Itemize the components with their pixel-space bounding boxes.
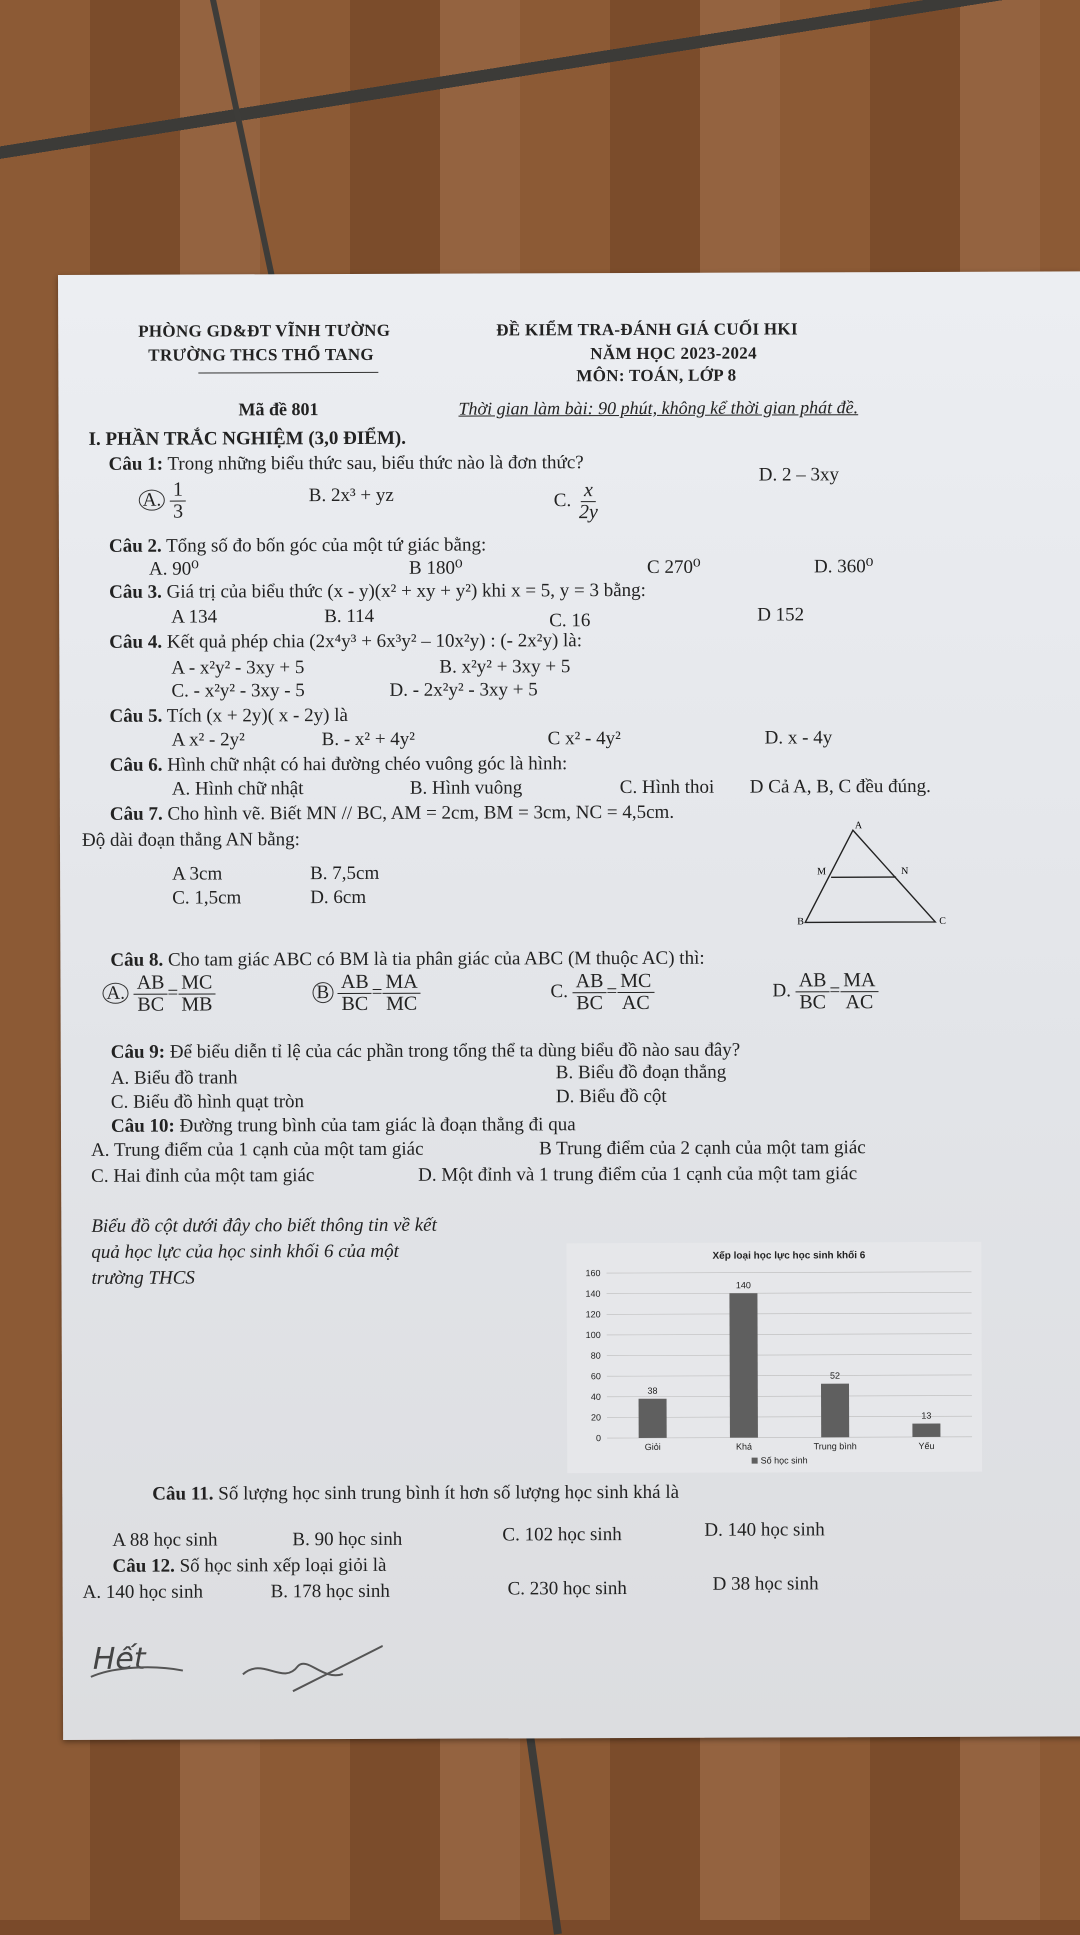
question-11: Câu 11. Số lượng học sinh trung bình ít hơn số lượng học sinh khá là [152,1483,679,1506]
q11-option-b: B. 90 học sinh [292,1530,402,1551]
q1-option-b: B. 2x³ + yz [309,486,394,507]
q7-option-b: B. 7,5cm [310,864,379,885]
legend-swatch [752,1458,758,1464]
q5-option-c: C x² - 4y² [548,729,621,750]
q6-option-b: B. Hình vuông [410,778,523,799]
q2-option-a: A. 90⁰ [149,560,199,581]
school-name: TRƯỜNG THCS THỔ TANG [148,346,374,365]
bar-1 [729,1293,758,1437]
x-tick-label: Trung bình [814,1441,857,1451]
question-9: Câu 9: Để biểu diễn tỉ lệ của các phần trong tổng thể ta dùng biểu đồ nào sau đây? [111,1041,741,1064]
q8-option-a: A. $\frac{AB}{BC}$ = $\frac{MC}{MB}$ [102,972,215,1015]
q4-option-d: D. - 2x²y² - 3xy + 5 [389,680,537,701]
q10-option-b: B Trung điểm của 2 cạnh của một tam giác [539,1138,866,1160]
bar-chart [566,1242,982,1473]
q5-option-a: A x² - 2y² [172,730,245,751]
end-mark: Hết [93,1643,146,1676]
q12-option-c: C. 230 học sinh [508,1579,627,1600]
legend-label: Số học sinh [761,1455,808,1465]
q11-option-d: D. 140 học sinh [704,1520,824,1541]
q9-option-a: A. Biểu đồ tranh [111,1068,238,1089]
question-7: Câu 7. Cho hình vẽ. Biết MN // BC, AM = 2cm, BM = 3cm, NC = 4,5cm. [110,803,674,826]
question-3: Câu 3. Giá trị của biểu thức (x - y)(x² + xy + y²) khi x = 5, y = 3 bằng: [109,581,646,604]
y-tick-label: 60 [591,1371,601,1381]
q3-option-c: C. 16 [549,611,590,632]
x-tick-label: Khá [736,1442,752,1452]
y-tick-label: 0 [596,1433,601,1443]
q12-option-b: B. 178 học sinh [271,1582,390,1603]
q10-option-a: A. Trung điểm của 1 cạnh của một tam giác [91,1140,424,1162]
q7-option-c: C. 1,5cm [172,888,241,909]
y-tick-label: 20 [591,1412,601,1422]
q1-option-a: A. $\frac{1}{3}$ [139,480,186,523]
question-5: Câu 5. Tích (x + 2y)( x - 2y) là [110,706,348,728]
fig-label-m: M [817,866,826,877]
chart-intro-line-3: trường THCS [91,1269,194,1290]
q6-option-c: C. Hình thoi [620,778,715,799]
header-divider [198,372,378,374]
q11-option-a: A 88 học sinh [112,1530,217,1551]
y-tick-label: 160 [585,1268,600,1278]
q9-option-b: B. Biểu đồ đoạn thẳng [556,1063,727,1084]
q4-option-b: B. x²y² + 3xy + 5 [439,657,570,678]
exam-paper [58,271,1080,1740]
data-label: 13 [921,1411,931,1421]
x-tick-label: Giỏi [645,1442,661,1452]
q5-option-b: B. - x² + 4y² [322,730,415,751]
data-label: 38 [647,1386,657,1396]
q9-option-c: C. Biểu đồ hình quạt tròn [111,1092,304,1114]
question-2: Câu 2. Tổng số đo bốn góc của một tứ giác bằng: [109,536,486,558]
q4-option-c: C. - x²y² - 3xy - 5 [171,681,304,702]
q5-option-d: D. x - 4y [765,728,833,749]
q11-option-c: C. 102 học sinh [502,1525,621,1546]
q8-option-d: D. $\frac{AB}{BC}$ = $\frac{MA}{AC}$ [772,970,878,1013]
q2-option-c: C 270⁰ [647,558,701,579]
department-name: PHÒNG GD&ĐT VĨNH TƯỜNG [138,322,390,342]
exam-code: Mã đề 801 [238,400,318,420]
q9-option-d: D. Biểu đồ cột [556,1087,667,1108]
q7-option-a: A 3cm [172,864,222,885]
q12-option-d: D 38 học sinh [713,1574,819,1595]
x-tick-label: Yếu [918,1441,934,1451]
data-label: 52 [830,1371,840,1381]
exam-title: ĐỀ KIỂM TRA-ĐÁNH GIÁ CUỐI HKI [496,320,798,340]
q2-option-d: D. 360⁰ [814,557,873,578]
bar-2 [821,1384,849,1438]
y-tick-label: 100 [586,1330,601,1340]
q7-option-d: D. 6cm [310,888,366,909]
triangle-figure [795,820,955,941]
question-12: Câu 12. Số học sinh xếp loại giỏi là [112,1556,386,1578]
q2-option-b: B 180⁰ [409,559,463,580]
q4-option-a: A - x²y² - 3xy + 5 [171,658,304,679]
q8-option-c: C. $\frac{AB}{BC}$ = $\frac{MC}{AC}$ [550,971,654,1014]
bar-0 [639,1399,667,1438]
q12-option-a: A. 140 học sinh [83,1583,203,1604]
chart-title: Xếp loại học lực học sinh khối 6 [712,1249,865,1262]
question-1: Câu 1: Trong những biểu thức sau, biểu thức nào là đơn thức? [109,453,584,476]
q8-option-b: B $\frac{AB}{BC}$ = $\frac{MA}{MC}$ [312,972,420,1015]
q3-option-a: A 134 [171,607,217,628]
fig-label-a: A [855,820,863,831]
y-tick-label: 120 [586,1309,601,1319]
q6-option-d: D Cả A, B, C đều đúng. [750,777,931,799]
question-4: Câu 4. Kết quả phép chia (2x⁴y³ + 6x³y² – 10x²y) : (- 2x²y) là: [109,631,582,654]
signature-scribble [83,1636,383,1697]
chart-background [566,1242,982,1473]
subject-line: MÔN: TOÁN, LỚP 8 [576,367,736,386]
q10-option-c: C. Hai đỉnh của một tam giác [91,1166,314,1188]
q3-option-d: D 152 [757,605,804,626]
chart-intro-line-2: quả học lực của học sinh khối 6 của một [91,1242,399,1264]
fig-label-n: N [901,866,908,877]
section-title: I. PHẦN TRẮC NGHIỆM (3,0 ĐIỂM). [89,429,406,451]
q6-option-a: A. Hình chữ nhật [172,779,304,800]
question-10: Câu 10: Đường trung bình của tam giác là đoạn thẳng đi qua [111,1115,576,1138]
q3-option-b: B. 114 [324,607,374,628]
q1-option-d: D. 2 – 3xy [759,465,839,486]
y-tick-label: 80 [591,1351,601,1361]
school-year: NĂM HỌC 2023-2024 [590,345,757,364]
q1-option-c: C. $\frac{x}{2y}$ [554,480,601,523]
chart-intro-line-1: Biểu đồ cột dưới đây cho biết thông tin về kết [91,1216,437,1238]
time-note: Thời gian làm bài: 90 phút, không kể thời gian phát đề. [458,398,858,419]
question-8: Câu 8. Cho tam giác ABC có BM là tia phân giác của ABC (M thuộc AC) thì: [110,949,704,972]
y-tick-label: 140 [586,1289,601,1299]
data-label: 140 [736,1280,751,1290]
q10-option-d: D. Một đỉnh và 1 trung điểm của 1 cạnh của một tam giác [418,1164,857,1186]
fig-label-b: B [797,916,804,927]
bar-3 [912,1424,940,1438]
q7-prompt: Độ dài đoạn thẳng AN bằng: [82,830,300,852]
fig-label-c: C [939,916,946,927]
y-tick-label: 40 [591,1392,601,1402]
question-6: Câu 6. Hình chữ nhật có hai đường chéo vuông góc là hình: [110,754,568,776]
